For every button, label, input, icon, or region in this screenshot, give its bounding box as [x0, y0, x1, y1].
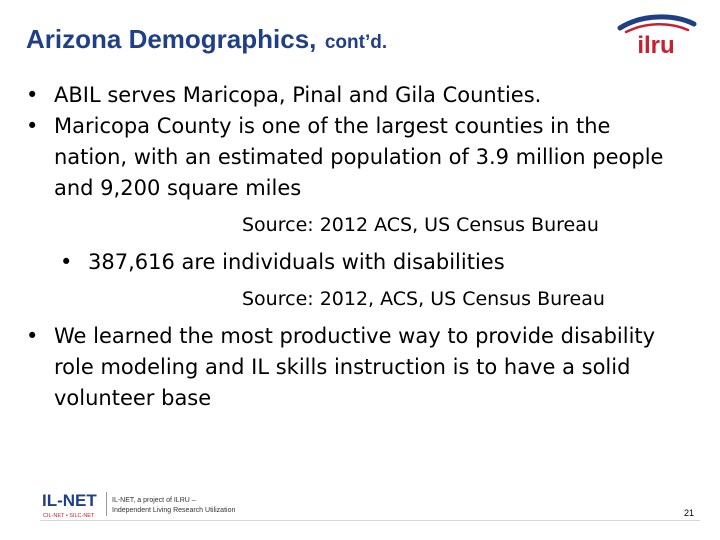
- logo-text: ilru: [637, 32, 675, 56]
- bullet-item: [26, 80, 666, 111]
- bullet-text: ABIL serves Maricopa, Pinal and Gila Counties.: [54, 83, 542, 107]
- bullet-marker: •: [26, 83, 39, 107]
- bullet-marker: •: [26, 114, 39, 138]
- page-number: 21: [683, 508, 694, 518]
- bullet-text: Maricopa County is one of the largest counties in the nation, with an estimated population of 3.9 million people and 9,200 square miles: [54, 114, 664, 200]
- bullet-item: [26, 111, 666, 204]
- logo-swoosh-blue: [620, 17, 694, 28]
- logo-swoosh-red: [626, 24, 688, 32]
- footer-tagline-2: Independent Living Research Utilization: [112, 507, 236, 514]
- title-main: Arizona Demographics,: [26, 24, 317, 54]
- source-citation: Source: 2012 ACS, US Census Bureau: [242, 214, 599, 236]
- bullet-item: [26, 321, 666, 414]
- footer-rule: [40, 520, 700, 521]
- bullet-text: 387,616 are individuals with disabilities: [88, 250, 505, 274]
- source-citation: Source: 2012, ACS, US Census Bureau: [242, 288, 605, 310]
- bullet-text: We learned the most productive way to provide disability role modeling and IL skills instruction is to have a solid volunteer base: [54, 324, 656, 410]
- ilru-logo: [612, 12, 698, 56]
- footer-divider: [106, 492, 107, 516]
- footer-tagline-1: IL-NET, a project of ILRU –: [112, 497, 196, 504]
- footer-brand: IL-NET: [42, 491, 97, 510]
- bullet-marker: •: [60, 250, 73, 274]
- title-subtitle: cont’d.: [324, 32, 388, 53]
- footer-brand-sub: CIL-NET • SILC-NET: [43, 513, 95, 519]
- slide-title: [26, 24, 387, 55]
- sub-bullet-item: [60, 247, 660, 278]
- bullet-marker: •: [26, 324, 39, 348]
- il-net-footer-logo: [40, 488, 260, 522]
